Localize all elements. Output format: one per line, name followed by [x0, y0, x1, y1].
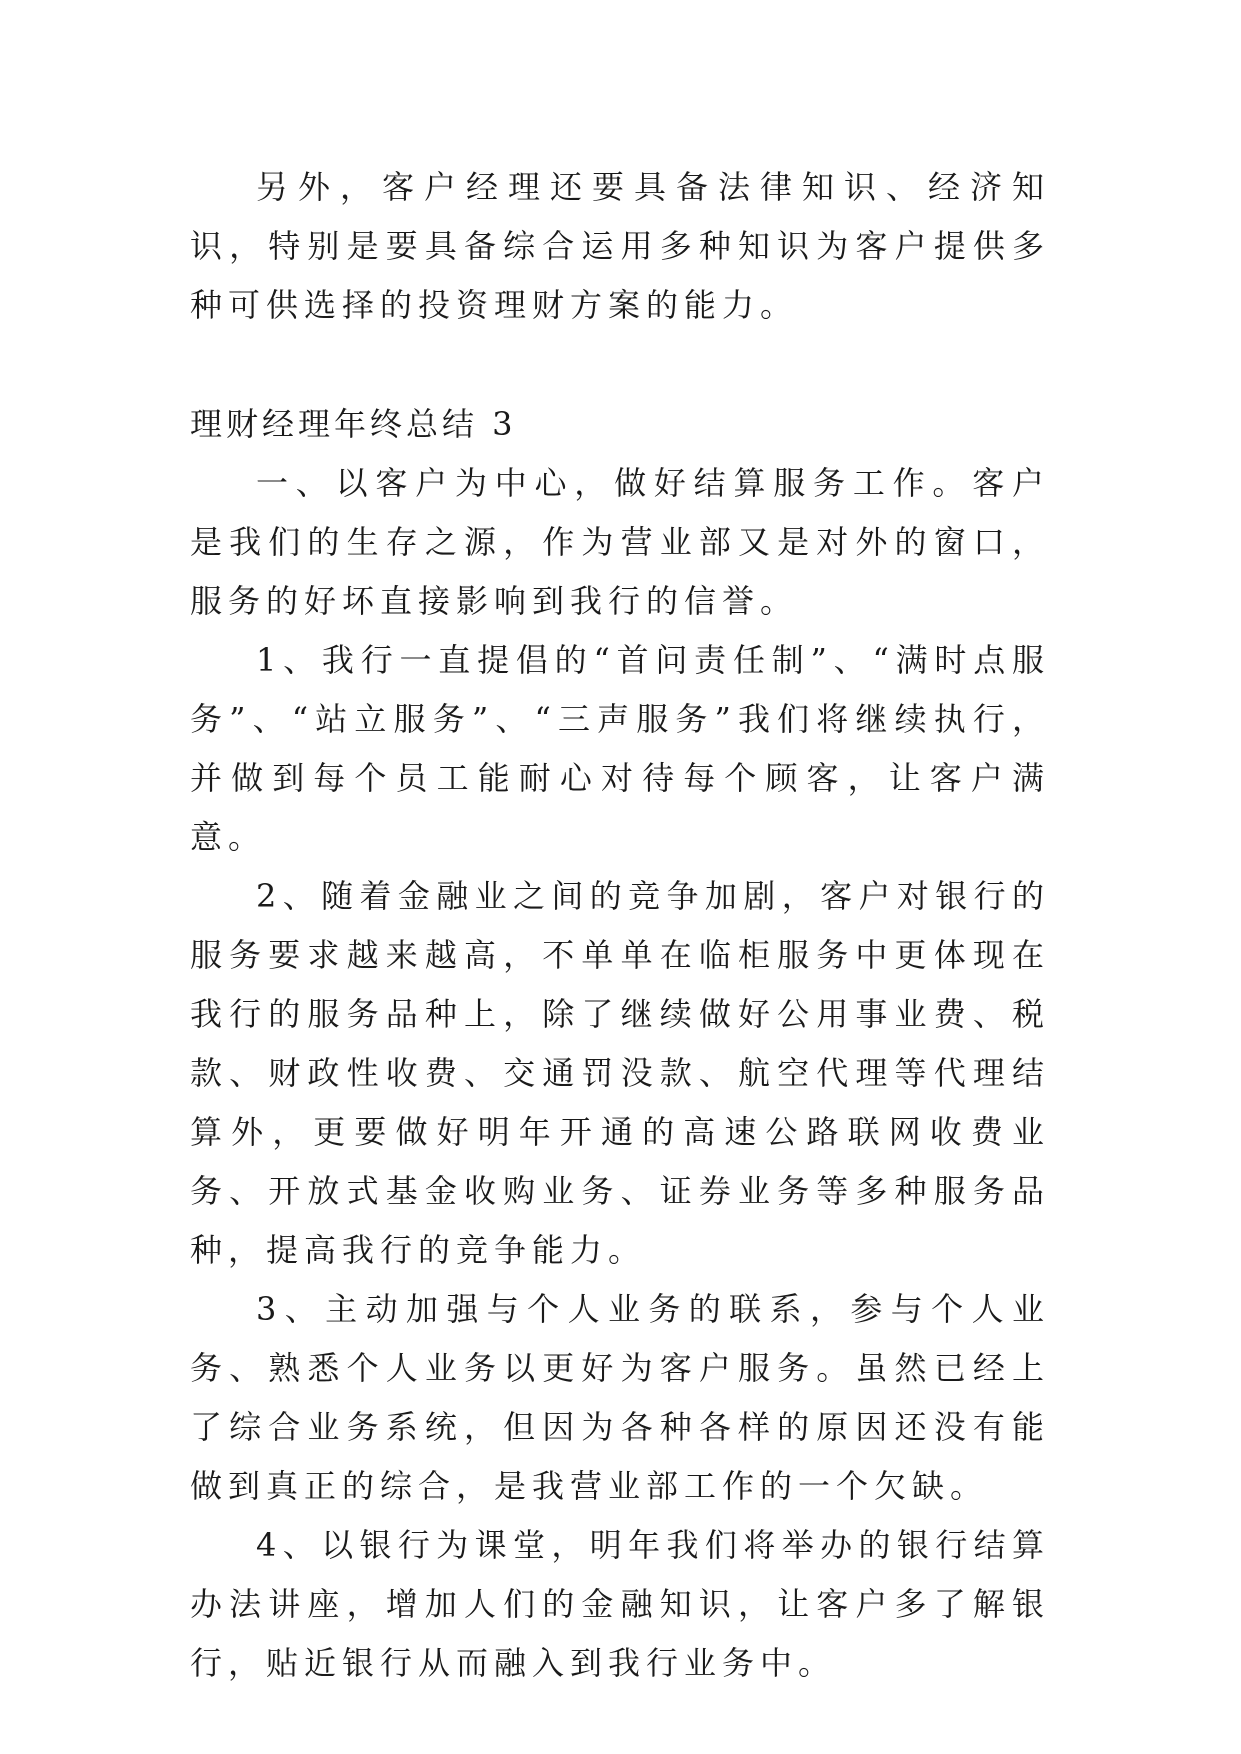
paragraph-item-2: 2、随着金融业之间的竞争加剧，客户对银行的服务要求越来越高，不单单在临柜服务中更体现在我行的服务品种上，除了继续做好公用事业费、税款、财政性收费、交通罚没款、航空代理等代理结算外，更要做好明年开通的高速公路联网收费业务、开放式基金收购业务、证券业务等多种服务品种，提高我行的竞争能力。	[190, 877, 1050, 1269]
section-gap	[190, 335, 1050, 395]
paragraph-customer-center: 一、以客户为中心，做好结算服务工作。客户是我们的生存之源，作为营业部又是对外的窗口，服务的好坏直接影响到我行的信誉。	[190, 464, 1050, 620]
section-title: 理财经理年终总结 3	[190, 405, 517, 443]
document-body	[190, 158, 1050, 1693]
paragraph-item-1: 1、我行一直提倡的“首问责任制”、“满时点服务”、“站立服务”、“三声服务”我们将继续执行，并做到每个员工能耐心对待每个顾客，让客户满意。	[190, 641, 1050, 856]
intro-paragraph: 另外，客户经理还要具备法律知识、经济知识，特别是要具备综合运用多种知识为客户提供多种可供选择的投资理财方案的能力。	[190, 168, 1050, 324]
paragraph-item-4: 4、以银行为课堂，明年我们将举办的银行结算办法讲座，增加人们的金融知识，让客户多了解银行，贴近银行从而融入到我行业务中。	[190, 1526, 1050, 1682]
paragraph-item-3: 3、主动加强与个人业务的联系，参与个人业务、熟悉个人业务以更好为客户服务。虽然已经上了综合业务系统，但因为各种各样的原因还没有能做到真正的综合，是我营业部工作的一个欠缺。	[190, 1290, 1050, 1505]
